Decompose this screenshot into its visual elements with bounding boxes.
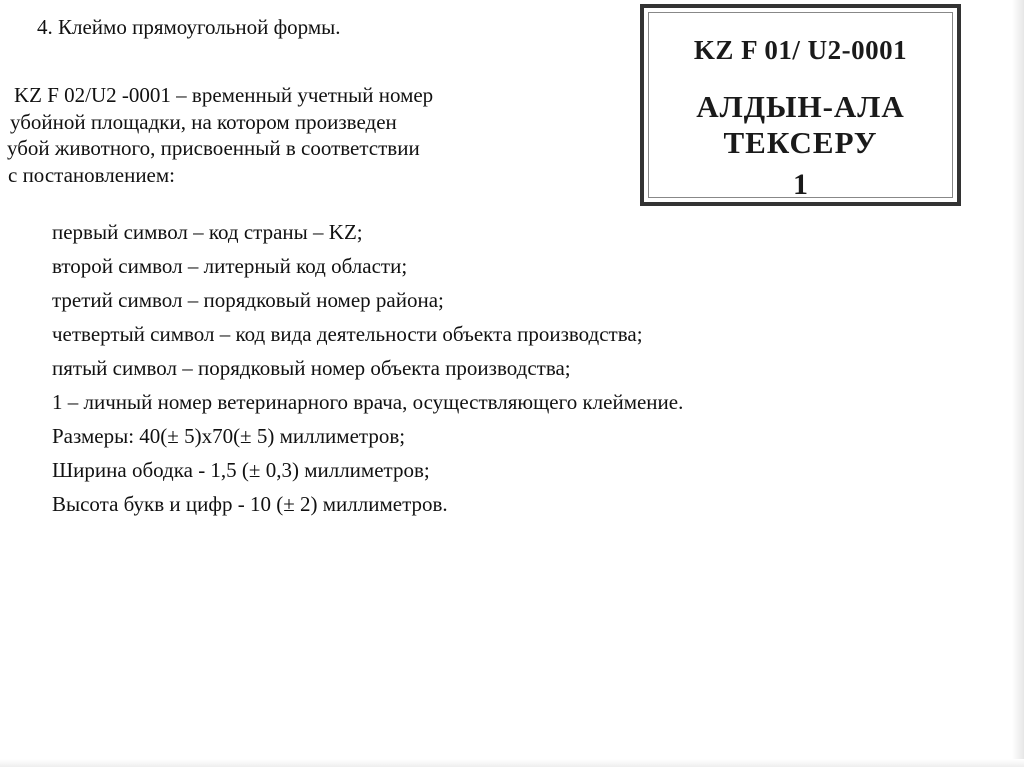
- intro-line: убой животного, присвоенный в соответствии: [7, 136, 420, 160]
- stamp-description-list: [52, 215, 683, 521]
- intro-line: убойной площадки, на котором произведен: [10, 109, 397, 134]
- stamp-image: [640, 4, 961, 206]
- list-item: Размеры: 40(± 5)x70(± 5) миллиметров;: [52, 424, 406, 448]
- stamp-number: 1: [793, 168, 808, 201]
- intro-line: KZ F 02/U2 -0001 – временный учетный номер: [14, 83, 434, 107]
- stamp-text-line: ТЕКСЕРУ: [723, 125, 878, 160]
- list-item: Высота букв и цифр - 10 (± 2) миллиметров.: [52, 492, 448, 516]
- intro-paragraph: [7, 82, 433, 188]
- list-item: четвертый символ – код вида деятельности объекта производства;: [52, 322, 643, 346]
- list-item: пятый символ – порядковый номер объекта производства;: [52, 356, 571, 380]
- slide-edge-shadow: [1012, 0, 1024, 767]
- list-item: третий символ – порядковый номер района;: [52, 288, 444, 312]
- stamp-text-line: АЛДЫН-АЛА: [696, 89, 905, 124]
- intro-line: с постановлением:: [8, 162, 176, 187]
- list-item: 1 – личный номер ветеринарного врача, осуществляющего клеймение.: [52, 390, 684, 414]
- slide-heading: 4. Клеймо прямоугольной формы.: [37, 15, 341, 39]
- list-item: второй символ – литерный код области;: [52, 254, 408, 278]
- slide-edge-shadow: [0, 759, 1024, 767]
- list-item: Ширина ободка - 1,5 (± 0,3) миллиметров;: [52, 458, 430, 482]
- stamp-code: KZ F 01/ U2-0001: [693, 35, 908, 65]
- list-item: первый символ – код страны – KZ;: [52, 220, 363, 244]
